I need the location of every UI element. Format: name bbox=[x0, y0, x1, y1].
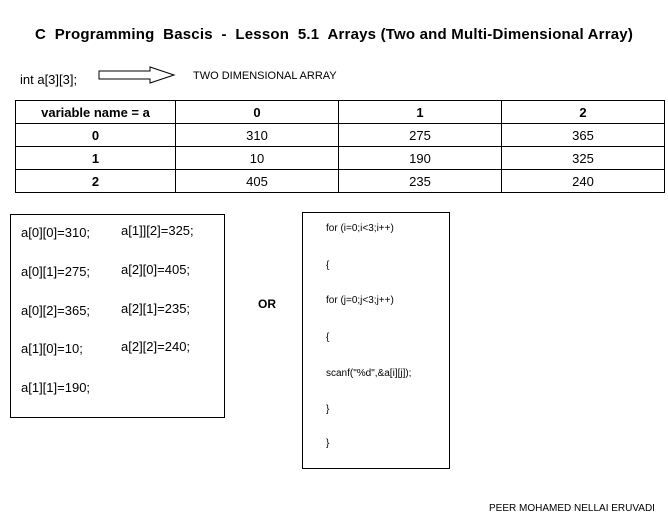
row-index: 1 bbox=[16, 147, 176, 170]
code-line: { bbox=[326, 332, 330, 343]
code-line: for (i=0;i<3;i++) bbox=[326, 223, 394, 234]
page-title: C Programming Bascis - Lesson 5.1 Arrays (Two and Multi-Dimensional Array) bbox=[34, 26, 634, 43]
code-line: } bbox=[326, 438, 330, 449]
row-index: 0 bbox=[16, 124, 176, 147]
table-cell: 10 bbox=[176, 147, 339, 170]
element-assignments-box bbox=[10, 214, 225, 418]
table-row bbox=[16, 124, 665, 147]
arrow-label: TWO DIMENSIONAL ARRAY bbox=[193, 70, 337, 82]
element-assignment: a[1][1]=190; bbox=[21, 380, 91, 395]
author-credit: PEER MOHAMED NELLAI ERUVADI bbox=[489, 503, 655, 514]
code-box bbox=[302, 212, 450, 469]
row-index: 2 bbox=[16, 170, 176, 193]
table-header-cell: 2 bbox=[502, 101, 665, 124]
table-cell: 325 bbox=[502, 147, 665, 170]
table-cell: 235 bbox=[339, 170, 502, 193]
code-line: for (j=0;j<3;j++) bbox=[326, 295, 394, 306]
element-assignment: a[1]][2]=325; bbox=[121, 223, 194, 238]
array-table bbox=[15, 100, 665, 193]
table-row bbox=[16, 147, 665, 170]
table-header-cell: 1 bbox=[339, 101, 502, 124]
or-label: OR bbox=[258, 297, 276, 311]
table-cell: 240 bbox=[502, 170, 665, 193]
table-cell: 365 bbox=[502, 124, 665, 147]
element-assignment: a[2][1]=235; bbox=[121, 301, 191, 316]
code-line: scanf("%d",&a[i][j]); bbox=[326, 368, 412, 379]
code-line: } bbox=[326, 404, 330, 415]
table-cell: 310 bbox=[176, 124, 339, 147]
table-row bbox=[16, 170, 665, 193]
element-assignment: a[2][0]=405; bbox=[121, 262, 191, 277]
code-line: { bbox=[326, 260, 330, 271]
element-assignment: a[0][2]=365; bbox=[21, 303, 91, 318]
table-cell: 405 bbox=[176, 170, 339, 193]
table-cell: 190 bbox=[339, 147, 502, 170]
table-header-cell: variable name = a bbox=[16, 101, 176, 124]
table-header-cell: 0 bbox=[176, 101, 339, 124]
element-assignment: a[0][0]=310; bbox=[21, 225, 91, 240]
element-assignment: a[0][1]=275; bbox=[21, 264, 91, 279]
element-assignment: a[2][2]=240; bbox=[121, 339, 191, 354]
element-assignment: a[1][0]=10; bbox=[21, 341, 83, 356]
right-arrow-icon bbox=[98, 66, 176, 84]
table-cell: 275 bbox=[339, 124, 502, 147]
array-declaration: int a[3][3]; bbox=[20, 72, 78, 87]
table-header-row bbox=[16, 101, 665, 124]
